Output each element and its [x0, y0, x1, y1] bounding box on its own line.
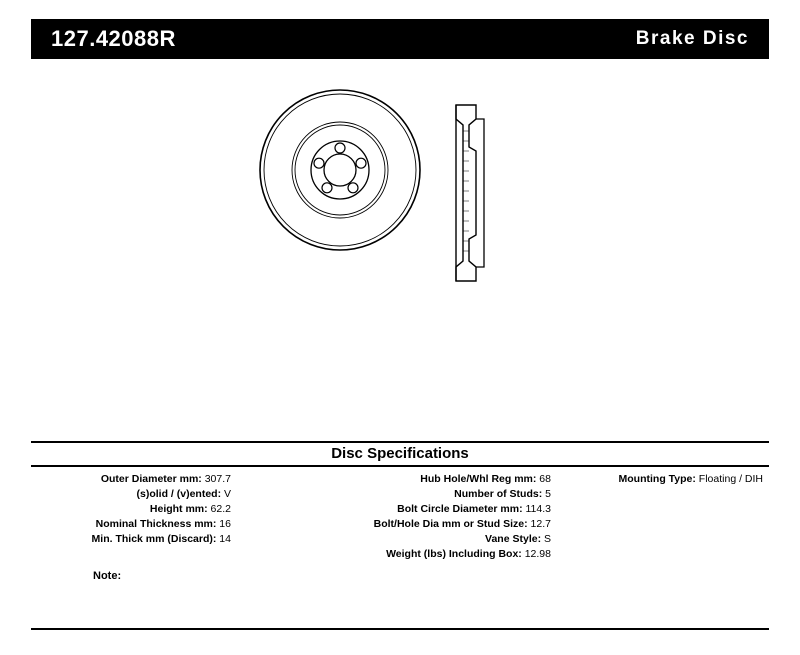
- rotor-cross-section: [456, 105, 484, 281]
- note-label: Note:: [93, 570, 122, 582]
- spec-item: Nominal Thickness mm: 16: [95, 518, 231, 530]
- bottom-divider: [31, 628, 769, 630]
- spec-column-left: [31, 472, 235, 562]
- rotor-outer-edge-circle: [260, 90, 420, 250]
- spec-item: Hub Hole/Whl Reg mm: 68: [420, 473, 551, 485]
- rotor-friction-ring-outer: [264, 94, 416, 246]
- rotor-section-outline: [456, 105, 476, 281]
- rotor-center-hub-hole: [324, 154, 356, 186]
- spec-item: Vane Style: S: [485, 533, 551, 545]
- rotor-vane-hatching: [463, 131, 469, 251]
- stud-hole: [314, 158, 324, 168]
- page-title: Brake Disc: [635, 28, 749, 49]
- rotor-hat-step: [311, 141, 369, 199]
- spec-heading: Disc Specifications: [31, 441, 769, 467]
- spec-item: Height mm: 62.2: [149, 503, 231, 515]
- technical-drawing: [240, 85, 570, 295]
- spec-item: (s)olid / (v)ented: V: [136, 488, 231, 500]
- spec-item: Bolt/Hole Dia mm or Stud Size: 12.7: [373, 518, 551, 530]
- spec-item: Min. Thick mm (Discard): 14: [91, 533, 231, 545]
- spec-item: Number of Studs: 5: [454, 488, 551, 500]
- stud-hole: [356, 158, 366, 168]
- spec-column-right: [555, 472, 769, 562]
- rotor-friction-ring-inner: [292, 122, 388, 218]
- spec-item: Weight (lbs) Including Box: 12.98: [386, 548, 551, 560]
- rotor-hat-outer: [295, 125, 385, 215]
- part-number: 127.42088R: [51, 26, 176, 51]
- stud-hole: [322, 183, 332, 193]
- stud-hole: [348, 183, 358, 193]
- rotor-drawing-svg: [240, 85, 570, 295]
- spec-column-middle: [235, 472, 555, 562]
- spec-item: Outer Diameter mm: 307.7: [100, 473, 231, 485]
- header-bar: [31, 19, 769, 59]
- rotor-section-hat: [476, 119, 484, 267]
- spec-item: Mounting Type: Floating / DIH: [618, 473, 763, 485]
- spec-item: Bolt Circle Diameter mm: 114.3: [397, 503, 551, 515]
- spec-columns: [31, 472, 769, 562]
- stud-hole: [335, 143, 345, 153]
